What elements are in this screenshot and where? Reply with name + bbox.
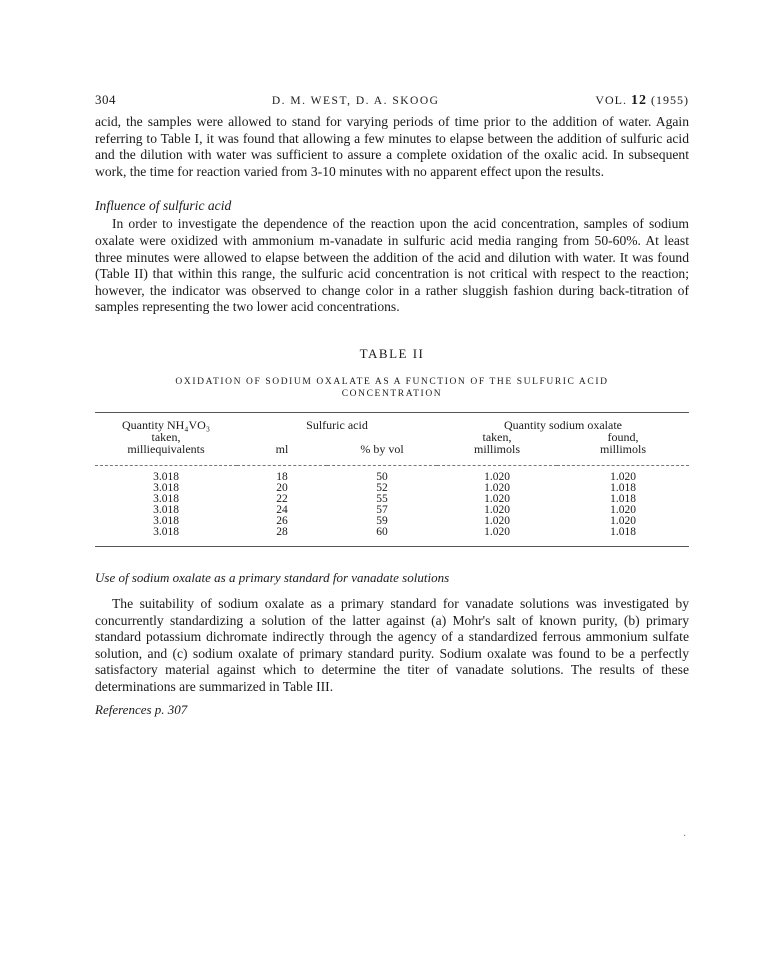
header-percent-by-vol: % by vol [360, 441, 404, 456]
table-cell: 50 [376, 470, 388, 483]
table-cell: 20 [276, 481, 288, 494]
table-row [95, 472, 689, 483]
volume-year: (1955) [651, 93, 689, 107]
table-cell: 1.018 [610, 492, 636, 505]
running-authors: D. M. WEST, D. A. SKOOG [271, 95, 440, 107]
table-cell: 60 [376, 525, 388, 538]
header-oxalate-found: found, [607, 429, 639, 444]
table-cell: 1.018 [610, 481, 636, 494]
running-header [95, 92, 689, 114]
table-row [95, 483, 689, 494]
page-number: 304 [95, 92, 116, 107]
header-milliequivalents: milliequivalents [127, 441, 205, 456]
table-cell: 1.020 [484, 492, 510, 505]
volume-label: VOL. [595, 93, 627, 107]
table-cell: 1.018 [610, 525, 636, 538]
table-cell: 3.018 [153, 492, 179, 505]
table-cell: 3.018 [153, 470, 179, 483]
table-cell: 26 [276, 514, 288, 527]
journal-page [95, 92, 689, 718]
table-cell: 55 [376, 492, 388, 505]
section-title-sulfuric-acid: Influence of sulfuric acid [95, 198, 232, 214]
header-found-millimols: millimols [599, 441, 646, 456]
table-cell: 3.018 [153, 481, 179, 494]
header-taken-millimols: millimols [473, 441, 520, 456]
table-cell: 1.020 [484, 525, 510, 538]
table-cell: 18 [276, 470, 288, 483]
table-cell: 28 [276, 525, 288, 538]
header-taken: taken, [151, 429, 181, 444]
table-cell: 57 [376, 503, 388, 516]
table-caption [95, 376, 689, 400]
table-row [95, 505, 689, 516]
header-sulfuric-acid: Sulfuric acid [306, 417, 368, 432]
table-cell: 22 [276, 492, 288, 505]
sulfuric-acid-paragraph: In order to investigate the dependence of the reaction upon the acid concentration, samples of sodium oxalate were oxidized with ammonium m-vanadate in sulfuric acid media ranging from 50-60%. At least three minutes were allowed to elapse between the addition of the acid and dilution with water. It was found (Table II) that within this range, the sulfuric acid concentration is not critical with respect to the reaction; however, the indicator was observed to change color in a rather sluggish fashion during back-titration of samples representing the two lower acid concentrations. [95, 216, 689, 315]
header-oxalate-taken: taken, [482, 429, 512, 444]
table-row [95, 527, 689, 538]
table-title: TABLE II [359, 345, 425, 361]
table-cell: 1.020 [484, 470, 510, 483]
table-row [95, 494, 689, 505]
volume-number: 12 [631, 93, 647, 108]
table-cell: 24 [276, 503, 288, 516]
header-ml: ml [275, 441, 289, 456]
table-caption-line1: OXIDATION OF SODIUM OXALATE AS A FUNCTION OF THE SULFURIC ACID [175, 376, 609, 387]
table-cell: 1.020 [610, 470, 636, 483]
table-cell: 3.018 [153, 525, 179, 538]
stray-mark: · [683, 831, 687, 842]
table-cell: 1.020 [484, 503, 510, 516]
table-cell: 3.018 [153, 503, 179, 516]
table-cell: 1.020 [484, 481, 510, 494]
section-title-primary-standard: Use of sodium oxalate as a primary standard for vanadate solutions [95, 569, 450, 585]
intro-paragraph: acid, the samples were allowed to stand for varying periods of time prior to the addition of water. Again referring to Table I, it was found that allowing a few minutes to elapse between the addition of sulfuric acid and the dilution with water was sufficient to assure a complete oxidation of the oxalic acid. In subsequent work, the time for reaction varied from 3-10 minutes with no apparent effect upon the results. [95, 114, 689, 179]
header-quantity-sodium-oxalate: Quantity sodium oxalate [504, 417, 622, 432]
volume-info [595, 93, 689, 109]
table-cell: 3.018 [153, 514, 179, 527]
table-body [95, 472, 689, 538]
table-caption-line2: CONCENTRATION [341, 388, 443, 399]
results-table [95, 412, 689, 548]
table-cell: 59 [376, 514, 388, 527]
table-cell: 52 [376, 481, 388, 494]
table-row [95, 516, 689, 527]
references-note: References p. 307 [95, 701, 188, 717]
header-quantity-nh4vo3: Quantity NH₄VO₃ [121, 417, 211, 432]
primary-standard-paragraph: The suitability of sodium oxalate as a primary standard for vanadate solutions was investigated by concurrently standardizing a solution of the latter against (a) Mohr's salt of known purity, (b) primary standard potassium dichromate indirectly through the agency of a standardized ferrous ammonium sulfate solution, and (c) sodium oxalate of primary standard purity. Sodium oxalate was found to be a perfectly satisfactory material against which to determine the titer of vanadate solutions. The results of these determinations are summarized in Table III. [95, 595, 689, 694]
table-cell: 1.020 [610, 503, 636, 516]
table-cell: 1.020 [610, 514, 636, 527]
table-cell: 1.020 [484, 514, 510, 527]
